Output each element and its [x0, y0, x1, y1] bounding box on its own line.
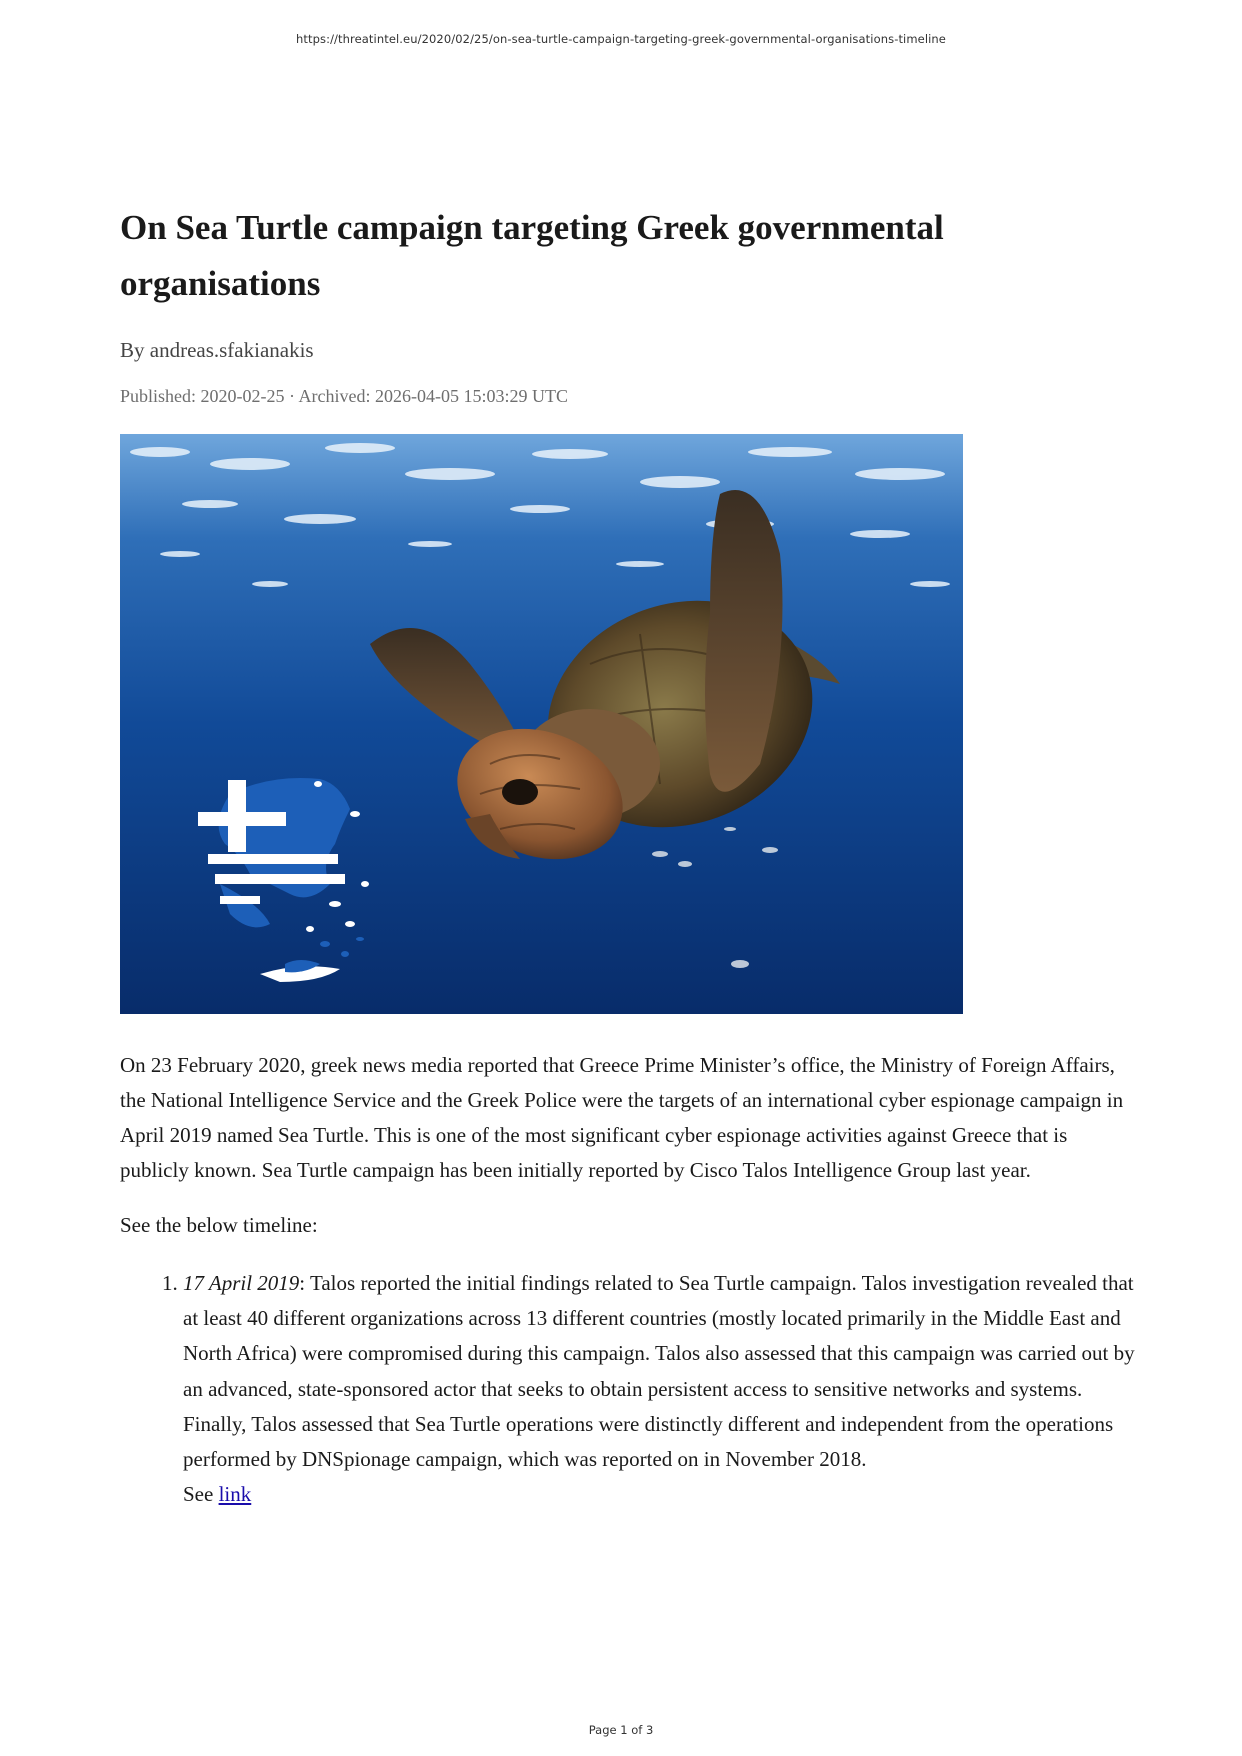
hero-image-sea-turtle — [120, 434, 963, 1014]
timeline-item-date: 17 April 2019 — [183, 1271, 300, 1295]
timeline-intro: See the below timeline: — [120, 1213, 318, 1237]
timeline-item-link[interactable]: link — [218, 1482, 252, 1507]
article-byline: By andreas.sfakianakis — [120, 338, 314, 362]
timeline-item-text: : Talos reported the initial findings related to Sea Turtle campaign. Talos investigation revealed that at least 40 different organizations across 13 different countries (mostly located primarily in the Middle East and North Africa) were compromised during this campaign. Talos also assessed that this campaign was carried out by an advanced, state-sponsored actor that seeks to obtain persistent access to sensitive networks and systems. Finally, Talos assessed that Sea Turtle operations were distinctly different and independent from the operations performed by DNSpionage campaign, which was reported on in November 2018. — [183, 1271, 1135, 1472]
intro-paragraph: On 23 February 2020, greek news media reported that Greece Prime Minister’s office, the Ministry of Foreign Affairs, the National Intelligence Service and the Greek Police were the targets of an international cyber espionage campaign in April 2019 named Sea Turtle. This is one of the most significant cyber espionage activities against Greece that is publicly known. Sea Turtle campaign has been initially reported by Cisco Talos Intelligence Group last year. — [120, 1053, 1124, 1182]
timeline-item-see-prefix: See — [183, 1482, 219, 1507]
article — [120, 200, 1135, 1512]
water-background — [120, 434, 963, 1014]
article-meta: Published: 2020-02-25 · Archived: 2026-04-05 15:03:29 UTC — [120, 386, 568, 406]
page-url: https://threatintel.eu/2020/02/25/on-sea-turtle-campaign-targeting-greek-governmental-organisations-timeline — [296, 32, 946, 46]
timeline-list — [120, 1266, 1143, 1512]
article-body — [120, 1048, 1140, 1512]
timeline-item — [183, 1266, 1143, 1512]
page-number: Page 1 of 3 — [588, 1723, 654, 1737]
article-title: On Sea Turtle campaign targeting Greek governmental organisations — [120, 208, 944, 303]
